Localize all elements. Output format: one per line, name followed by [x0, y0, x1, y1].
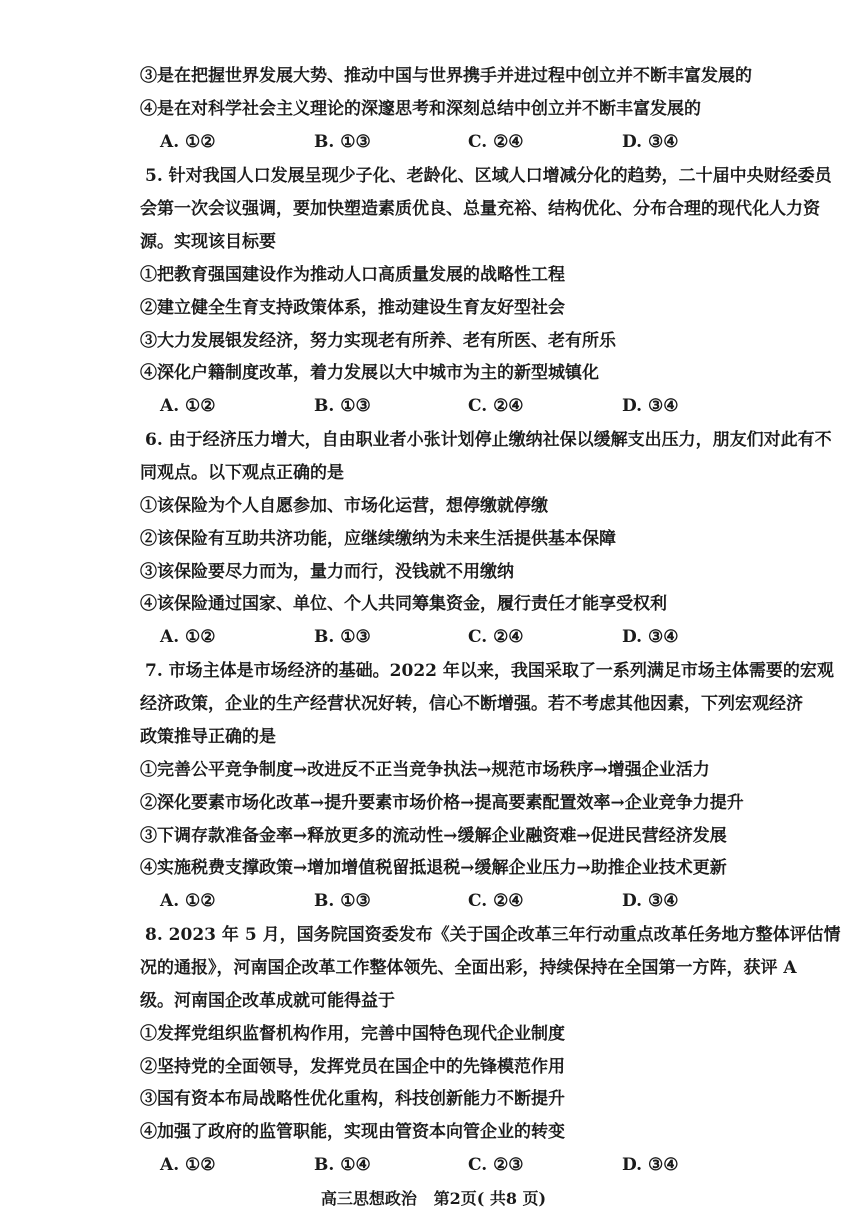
q8-stem-line-2: 况的通报》，河南国企改革工作整体领先、全面出彩，持续保持在全国第一方阵，获评 A — [140, 958, 797, 978]
q6-option-c: C. ②④ — [468, 627, 524, 647]
q5-option-b: B. ①③ — [314, 396, 371, 416]
q6-statement-3: ③该保险要尽力而为，量力而行，没钱就不用缴纳 — [140, 562, 514, 582]
q8-statement-4: ④加强了政府的监管职能，实现由管资本向管企业的转变 — [140, 1122, 565, 1142]
q6-stem-line-1: 6. 由于经济压力增大，自由职业者小张计划停止缴纳社保以缓解支出压力，朋友们对此有不 — [145, 430, 832, 450]
q4-answer-options — [160, 131, 720, 153]
q7-option-b: B. ①③ — [314, 891, 371, 911]
q6-statement-1: ①该保险为个人自愿参加、市场化运营，想停缴就停缴 — [140, 496, 548, 516]
q8-option-c: C. ②③ — [468, 1155, 524, 1175]
page-footer: 高三思想政治 第2页( 共8 页) — [320, 1189, 547, 1208]
q6-answer-options — [160, 626, 720, 648]
q5-statement-3: ③大力发展银发经济，努力实现老有所养、老有所医、老有所乐 — [140, 331, 616, 351]
q6-option-a: A. ①② — [160, 627, 216, 647]
q5-statement-4: ④深化户籍制度改革，着力发展以大中城市为主的新型城镇化 — [140, 363, 599, 383]
q7-stem-line-1: 7. 市场主体是市场经济的基础。2022 年以来，我国采取了一系列满足市场主体需要的宏观 — [145, 661, 834, 681]
q6-statement-4: ④该保险通过国家、单位、个人共同筹集资金，履行责任才能享受权利 — [140, 594, 667, 614]
q6-statement-2: ②该保险有互助共济功能，应继续缴纳为未来生活提供基本保障 — [140, 529, 616, 549]
q5-option-a: A. ①② — [160, 396, 216, 416]
q8-option-b: B. ①④ — [314, 1155, 371, 1175]
q5-option-c: C. ②④ — [468, 396, 524, 416]
q6-option-b: B. ①③ — [314, 627, 371, 647]
q7-option-c: C. ②④ — [468, 891, 524, 911]
q4-option-c: C. ②④ — [468, 132, 524, 152]
q4-statement-3: ③是在把握世界发展大势、推动中国与世界携手并进过程中创立并不断丰富发展的 — [140, 66, 752, 86]
q6-stem-line-2: 同观点。以下观点正确的是 — [140, 463, 344, 483]
q5-stem-line-2: 会第一次会议强调，要加快塑造素质优良、总量充裕、结构优化、分布合理的现代化人力资 — [140, 199, 820, 219]
q7-statement-3: ③下调存款准备金率→释放更多的流动性→缓解企业融资难→促进民营经济发展 — [140, 826, 727, 846]
q7-option-d: D. ③④ — [622, 891, 679, 911]
q5-stem-line-1: 5. 针对我国人口发展呈现少子化、老龄化、区域人口增减分化的趋势，二十届中央财经委员 — [145, 166, 832, 186]
q8-stem-line-1: 8. 2023 年 5 月，国务院国资委发布《关于国企改革三年行动重点改革任务地方整体评估情 — [145, 925, 841, 945]
q5-option-d: D. ③④ — [622, 396, 679, 416]
q5-statement-2: ②建立健全生育支持政策体系，推动建设生育友好型社会 — [140, 298, 565, 318]
q8-stem-line-3: 级。河南国企改革成就可能得益于 — [140, 991, 395, 1011]
q5-stem-line-3: 源。实现该目标要 — [140, 232, 276, 252]
q7-statement-2: ②深化要素市场化改革→提升要素市场价格→提高要素配置效率→企业竞争力提升 — [140, 793, 744, 813]
q8-statement-3: ③国有资本布局战略性优化重构，科技创新能力不断提升 — [140, 1089, 565, 1109]
q7-statement-4: ④实施税费支撑政策→增加增值税留抵退税→缓解企业压力→助推企业技术更新 — [140, 858, 727, 878]
q4-statement-4: ④是在对科学社会主义理论的深邃思考和深刻总结中创立并不断丰富发展的 — [140, 99, 701, 119]
q8-answer-options — [160, 1154, 720, 1176]
q7-stem-line-2: 经济政策，企业的生产经营状况好转，信心不断增强。若不考虑其他因素，下列宏观经济 — [140, 694, 803, 714]
q8-statement-2: ②坚持党的全面领导，发挥党员在国企中的先锋模范作用 — [140, 1057, 565, 1077]
q7-statement-1: ①完善公平竞争制度→改进反不正当竞争执法→规范市场秩序→增强企业活力 — [140, 760, 710, 780]
q7-answer-options — [160, 890, 720, 912]
q8-statement-1: ①发挥党组织监督机构作用，完善中国特色现代企业制度 — [140, 1024, 565, 1044]
q8-option-a: A. ①② — [160, 1155, 216, 1175]
q5-answer-options — [160, 395, 720, 417]
q4-option-d: D. ③④ — [622, 132, 679, 152]
q8-option-d: D. ③④ — [622, 1155, 679, 1175]
q6-option-d: D. ③④ — [622, 627, 679, 647]
q7-stem-line-3: 政策推导正确的是 — [140, 727, 276, 747]
q7-option-a: A. ①② — [160, 891, 216, 911]
q4-option-a: A. ①② — [160, 132, 216, 152]
q4-option-b: B. ①③ — [314, 132, 371, 152]
q5-statement-1: ①把教育强国建设作为推动人口高质量发展的战略性工程 — [140, 265, 565, 285]
